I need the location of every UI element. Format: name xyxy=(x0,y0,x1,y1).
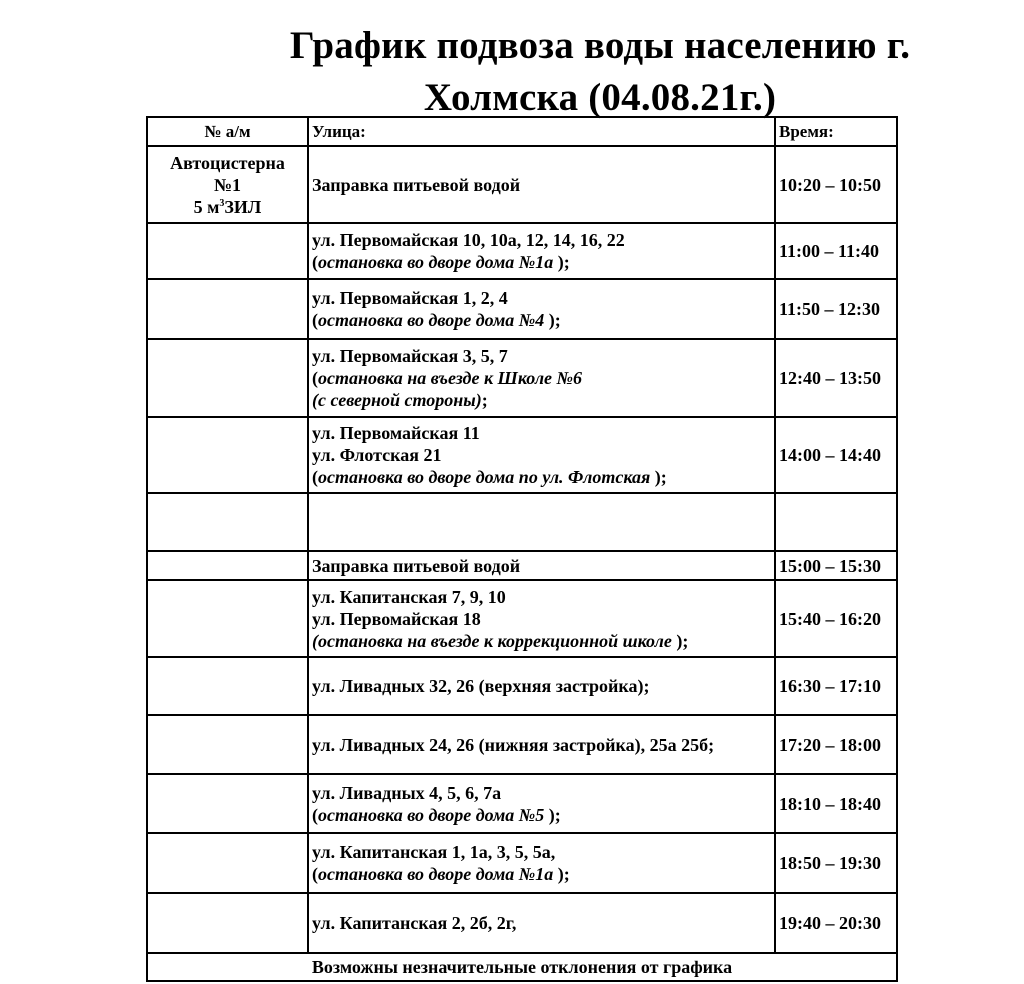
table-footer-row xyxy=(147,953,897,981)
time-cell: 14:00 – 14:40 xyxy=(775,417,897,493)
table-row xyxy=(147,417,897,493)
time-cell: 11:50 – 12:30 xyxy=(775,279,897,339)
table-row xyxy=(147,657,897,715)
time-cell: 18:10 – 18:40 xyxy=(775,774,897,833)
vehicle-cell xyxy=(147,279,308,339)
schedule-table xyxy=(146,116,898,982)
street-cell: ул. Капитанская 1, 1а, 3, 5, 5а, (остановка во дворе дома №1а ); xyxy=(308,833,775,893)
page-title xyxy=(150,20,1024,124)
vehicle-cell xyxy=(147,417,308,493)
time-cell: 15:00 – 15:30 xyxy=(775,551,897,580)
street-cell: ул. Капитанская 7, 9, 10 ул. Первомайская 18 (остановка на въезде к коррекционной школе ); xyxy=(308,580,775,657)
vehicle-cell xyxy=(147,774,308,833)
table-row xyxy=(147,833,897,893)
vehicle-cell xyxy=(147,833,308,893)
header-vehicle: № а/м xyxy=(147,117,308,146)
vehicle-cell xyxy=(147,493,308,551)
title-line-1: График подвоза воды населению г. xyxy=(289,24,911,67)
time-cell: 19:40 – 20:30 xyxy=(775,893,897,953)
vehicle-cell xyxy=(147,146,308,223)
vehicle-cell xyxy=(147,657,308,715)
vehicle-cell xyxy=(147,223,308,279)
time-cell: 18:50 – 19:30 xyxy=(775,833,897,893)
table-row xyxy=(147,893,897,953)
table-row xyxy=(147,551,897,580)
table-row xyxy=(147,715,897,774)
vehicle-cell xyxy=(147,580,308,657)
time-cell: 11:00 – 11:40 xyxy=(775,223,897,279)
time-cell: 10:20 – 10:50 xyxy=(775,146,897,223)
street-cell: ул. Ливадных 4, 5, 6, 7а (остановка во дворе дома №5 ); xyxy=(308,774,775,833)
street-cell xyxy=(308,493,775,551)
table-row xyxy=(147,580,897,657)
time-cell: 15:40 – 16:20 xyxy=(775,580,897,657)
time-cell: 12:40 – 13:50 xyxy=(775,339,897,417)
street-cell: ул. Ливадных 24, 26 (нижняя застройка), 25а 25б; xyxy=(308,715,775,774)
title-line-2: Холмска (04.08.21г.) xyxy=(423,76,777,119)
vehicle-number: №1 xyxy=(213,174,242,195)
street-cell: ул. Первомайская 11 ул. Флотская 21 (остановка во дворе дома по ул. Флотская ); xyxy=(308,417,775,493)
street-cell: Заправка питьевой водой xyxy=(308,551,775,580)
table-row xyxy=(147,339,897,417)
vehicle-type: Автоцистерна xyxy=(170,152,285,173)
street-cell: ул. Первомайская 1, 2, 4 (остановка во дворе дома №4 ); xyxy=(308,279,775,339)
street-cell: ул. Первомайская 3, 5, 7 (остановка на въезде к Школе №6 (с северной стороны); xyxy=(308,339,775,417)
street-cell: Заправка питьевой водой xyxy=(308,146,775,223)
schedule-disclaimer: Возможны незначительные отклонения от графика xyxy=(147,953,897,981)
table-row xyxy=(147,279,897,339)
vehicle-cell xyxy=(147,551,308,580)
time-cell: 17:20 – 18:00 xyxy=(775,715,897,774)
time-cell xyxy=(775,493,897,551)
table-header-row xyxy=(147,117,897,146)
street-cell: ул. Капитанская 2, 2б, 2г, xyxy=(308,893,775,953)
street-cell: ул. Первомайская 10, 10а, 12, 14, 16, 22 (остановка во дворе дома №1а ); xyxy=(308,223,775,279)
table-row xyxy=(147,223,897,279)
time-cell: 16:30 – 17:10 xyxy=(775,657,897,715)
vehicle-cell xyxy=(147,715,308,774)
header-time: Время: xyxy=(775,117,897,146)
vehicle-cell xyxy=(147,339,308,417)
street-cell: ул. Ливадных 32, 26 (верхняя застройка); xyxy=(308,657,775,715)
table-row xyxy=(147,493,897,551)
vehicle-cell xyxy=(147,893,308,953)
table-row xyxy=(147,146,897,223)
header-street: Улица: xyxy=(308,117,775,146)
table-row xyxy=(147,774,897,833)
vehicle-capacity: 5 $м^3ЗИЛ$ xyxy=(193,196,262,217)
